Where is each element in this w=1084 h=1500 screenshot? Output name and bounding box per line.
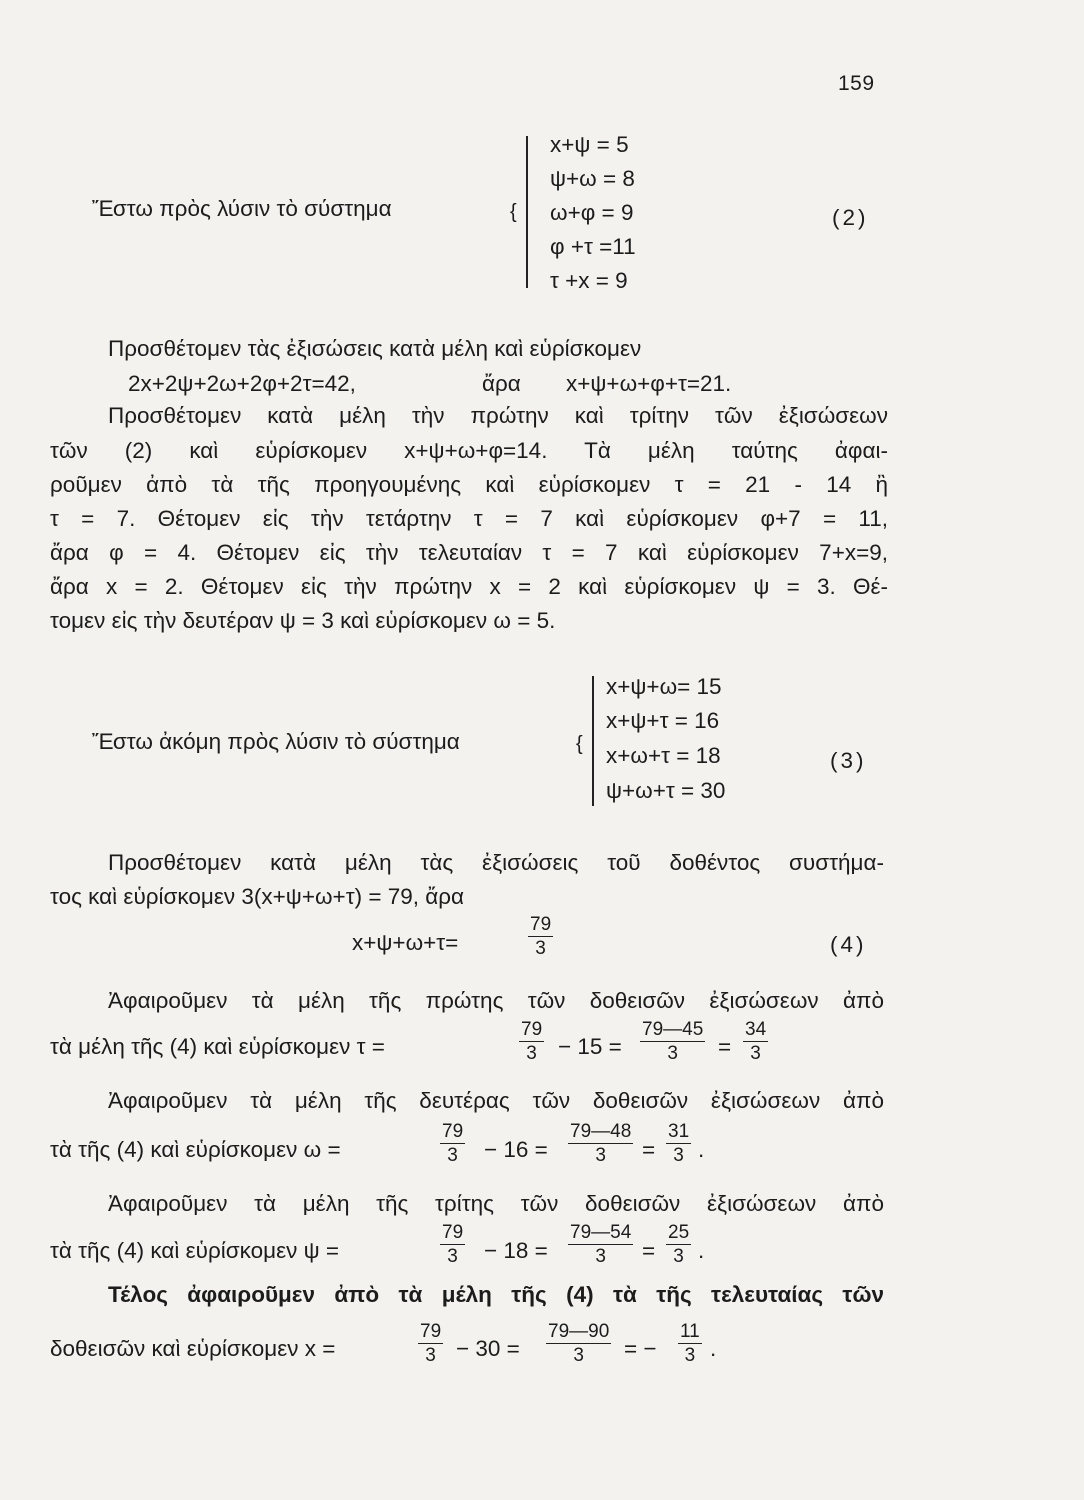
sol3-line1: Προσθέτομεν κατὰ μέλη τὰς ἐξισώσεις τοῦ δοθέντος συστήμα-	[108, 850, 884, 875]
step1-line1: Ἀφαιροῦμεν τὰ μέλη τῆς πρώτης τῶν δοθεισῶν ἐξισώσεων ἀπὸ	[108, 988, 884, 1013]
step2-frac3-num: 31	[668, 1121, 690, 1142]
system2-brace	[526, 136, 528, 288]
step2-frac1	[440, 1122, 465, 1165]
step4-frac2-num: 79—90	[548, 1321, 610, 1342]
sol2-sum-eq: 2x+2ψ+2ω+2φ+2τ=42,	[128, 371, 356, 396]
step3-frac1-den: 3	[447, 1246, 458, 1267]
step3-frac1	[440, 1223, 465, 1266]
sol2-line1: Προσθέτομεν τὰς ἐξισώσεις κατὰ μέλη καὶ εὑρίσκομεν	[108, 336, 642, 361]
step1-frac1-den: 3	[526, 1043, 537, 1064]
sol2-ara: ἄρα	[482, 371, 521, 396]
step1-lead: τὰ μέλη τῆς (4) καὶ εὑρίσκομεν τ =	[50, 1034, 385, 1059]
system2-brace-tip: {	[510, 201, 517, 223]
step2-frac1-num: 79	[442, 1121, 464, 1142]
step2-frac3	[666, 1122, 691, 1165]
sol2-para-line1: Προσθέτομεν κατὰ μέλη τὴν πρώτην καὶ τρίτην τῶν ἐξισώσεων	[108, 403, 888, 428]
step1-frac1-num: 79	[521, 1019, 543, 1040]
step3-frac1-num: 79	[442, 1222, 464, 1243]
step1-frac3-num: 34	[745, 1019, 767, 1040]
step3-frac3-num: 25	[668, 1222, 690, 1243]
system3-brace	[592, 676, 594, 806]
step2-frac2	[568, 1122, 633, 1165]
step4-frac3-num: 11	[680, 1321, 700, 1342]
system3-brace-tip: {	[576, 733, 583, 755]
system3-intro: Ἔστω ἀκόμη πρὸς λύσιν τὸ σύστημα	[92, 729, 460, 754]
step2-eq: =	[642, 1137, 656, 1162]
step4-mid: − 30 =	[456, 1336, 520, 1361]
step1-frac2	[640, 1020, 705, 1063]
step2-frac3-den: 3	[673, 1145, 684, 1166]
system2-eq-4: φ +τ =11	[550, 234, 636, 259]
step4-lead: δοθεισῶν καὶ εὑρίσκομεν x =	[50, 1336, 336, 1361]
step4-frac1	[418, 1322, 443, 1365]
step2-line1: Ἀφαιροῦμεν τὰ μέλη τῆς δευτέρας τῶν δοθεισῶν ἐξισώσεων ἀπὸ	[108, 1088, 884, 1113]
step2-frac2-num: 79—48	[570, 1121, 632, 1142]
step4-frac1-den: 3	[425, 1345, 436, 1366]
step2-lead: τὰ τῆς (4) καὶ εὑρίσκομεν ω =	[50, 1137, 341, 1162]
sol2-para-line3: ροῦμεν ἀπὸ τὰ τῆς προηγουμένης καὶ εὑρίσκομεν τ = 21 - 14 ἢ	[50, 472, 888, 497]
sol2-para-line2: τῶν (2) καὶ εὑρίσκομεν x+ψ+ω+φ=14. Τὰ μέλη ταύτης ἀφαι-	[50, 438, 888, 463]
system2-intro: Ἔστω πρὸς λύσιν τὸ σύστημα	[92, 196, 392, 221]
system3-eq-4: ψ+ω+τ = 30	[606, 778, 726, 803]
sol2-para-last: τομεν εἰς τὴν δευτέραν ψ = 3 καὶ εὑρίσκομεν ω = 5.	[50, 608, 556, 633]
system2-label: (2)	[832, 205, 869, 230]
sol2-para-line4: τ = 7. Θέτομεν εἰς τὴν τετάρτην τ = 7 καὶ εὑρίσκομεν φ+7 = 11,	[50, 506, 888, 531]
step3-line1: Ἀφαιροῦμεν τὰ μέλη τῆς τρίτης τῶν δοθεισῶν ἐξισώσεων ἀπὸ	[108, 1191, 884, 1216]
step3-tail: .	[698, 1238, 705, 1263]
system3-eq-3: x+ω+τ = 18	[606, 743, 721, 768]
system2-eq-5: τ +x = 9	[550, 268, 628, 293]
step3-frac2-den: 3	[595, 1246, 606, 1267]
step1-frac2-den: 3	[667, 1043, 678, 1064]
sol2-sum-result: x+ψ+ω+φ+τ=21.	[566, 371, 732, 396]
sol3-line2: τος καὶ εὑρίσκομεν 3(x+ψ+ω+τ) = 79, ἄρα	[50, 884, 465, 909]
step4-line1: Τέλος ἀφαιροῦμεν ἀπὸ τὰ μέλη τῆς (4) τὰ τῆς τελευταίας τῶν	[108, 1282, 884, 1307]
step2-frac1-den: 3	[447, 1145, 458, 1166]
system3-eq-1: x+ψ+ω= 15	[606, 674, 722, 699]
step2-frac2-den: 3	[595, 1145, 606, 1166]
sol2-para-line5: ἄρα φ = 4. Θέτομεν εἰς τὴν τελευταίαν τ = 7 καὶ εὑρίσκομεν 7+x=9,	[50, 540, 888, 565]
step3-frac2	[568, 1223, 633, 1266]
step4-frac1-num: 79	[420, 1321, 442, 1342]
step4-eq: = −	[624, 1336, 657, 1361]
step3-lead: τὰ τῆς (4) καὶ εὑρίσκομεν ψ =	[50, 1238, 340, 1263]
step1-frac3-den: 3	[750, 1043, 761, 1064]
system2-eq-1: x+ψ = 5	[550, 132, 629, 157]
step3-frac3	[666, 1223, 691, 1266]
step4-frac2	[546, 1322, 611, 1365]
step3-mid: − 18 =	[484, 1238, 548, 1263]
system3-eq-2: x+ψ+τ = 16	[606, 708, 720, 733]
step3-frac2-num: 79—54	[570, 1222, 632, 1243]
eq4-numerator: 79	[530, 914, 552, 935]
eq4-denominator: 3	[535, 938, 546, 959]
eq4-lhs: x+ψ+ω+τ=	[352, 930, 459, 955]
eq4-fraction	[528, 915, 553, 958]
step3-frac3-den: 3	[673, 1246, 684, 1267]
step4-frac3-den: 3	[684, 1345, 696, 1366]
step1-mid: − 15 =	[558, 1034, 622, 1059]
system2-eq-2: ψ+ω = 8	[550, 166, 635, 191]
eq4-label: (4)	[830, 932, 867, 957]
sol2-para-line6: ἄρα x = 2. Θέτομεν εἰς τὴν πρώτην x = 2 καὶ εὑρίσκομεν ψ = 3. Θέ-	[50, 574, 888, 599]
step4-frac2-den: 3	[573, 1345, 584, 1366]
step2-mid: − 16 =	[484, 1137, 548, 1162]
step2-tail: .	[698, 1137, 705, 1162]
system3-label: (3)	[830, 748, 867, 773]
step1-frac1	[519, 1020, 544, 1063]
step1-eq: =	[718, 1034, 732, 1059]
step1-frac2-num: 79—45	[642, 1019, 704, 1040]
step4-frac3	[678, 1322, 702, 1365]
system2-eq-3: ω+φ = 9	[550, 200, 634, 225]
step4-tail: .	[710, 1336, 717, 1361]
page-number: 159	[838, 72, 875, 95]
step1-frac3	[743, 1020, 768, 1063]
step3-eq: =	[642, 1238, 656, 1263]
